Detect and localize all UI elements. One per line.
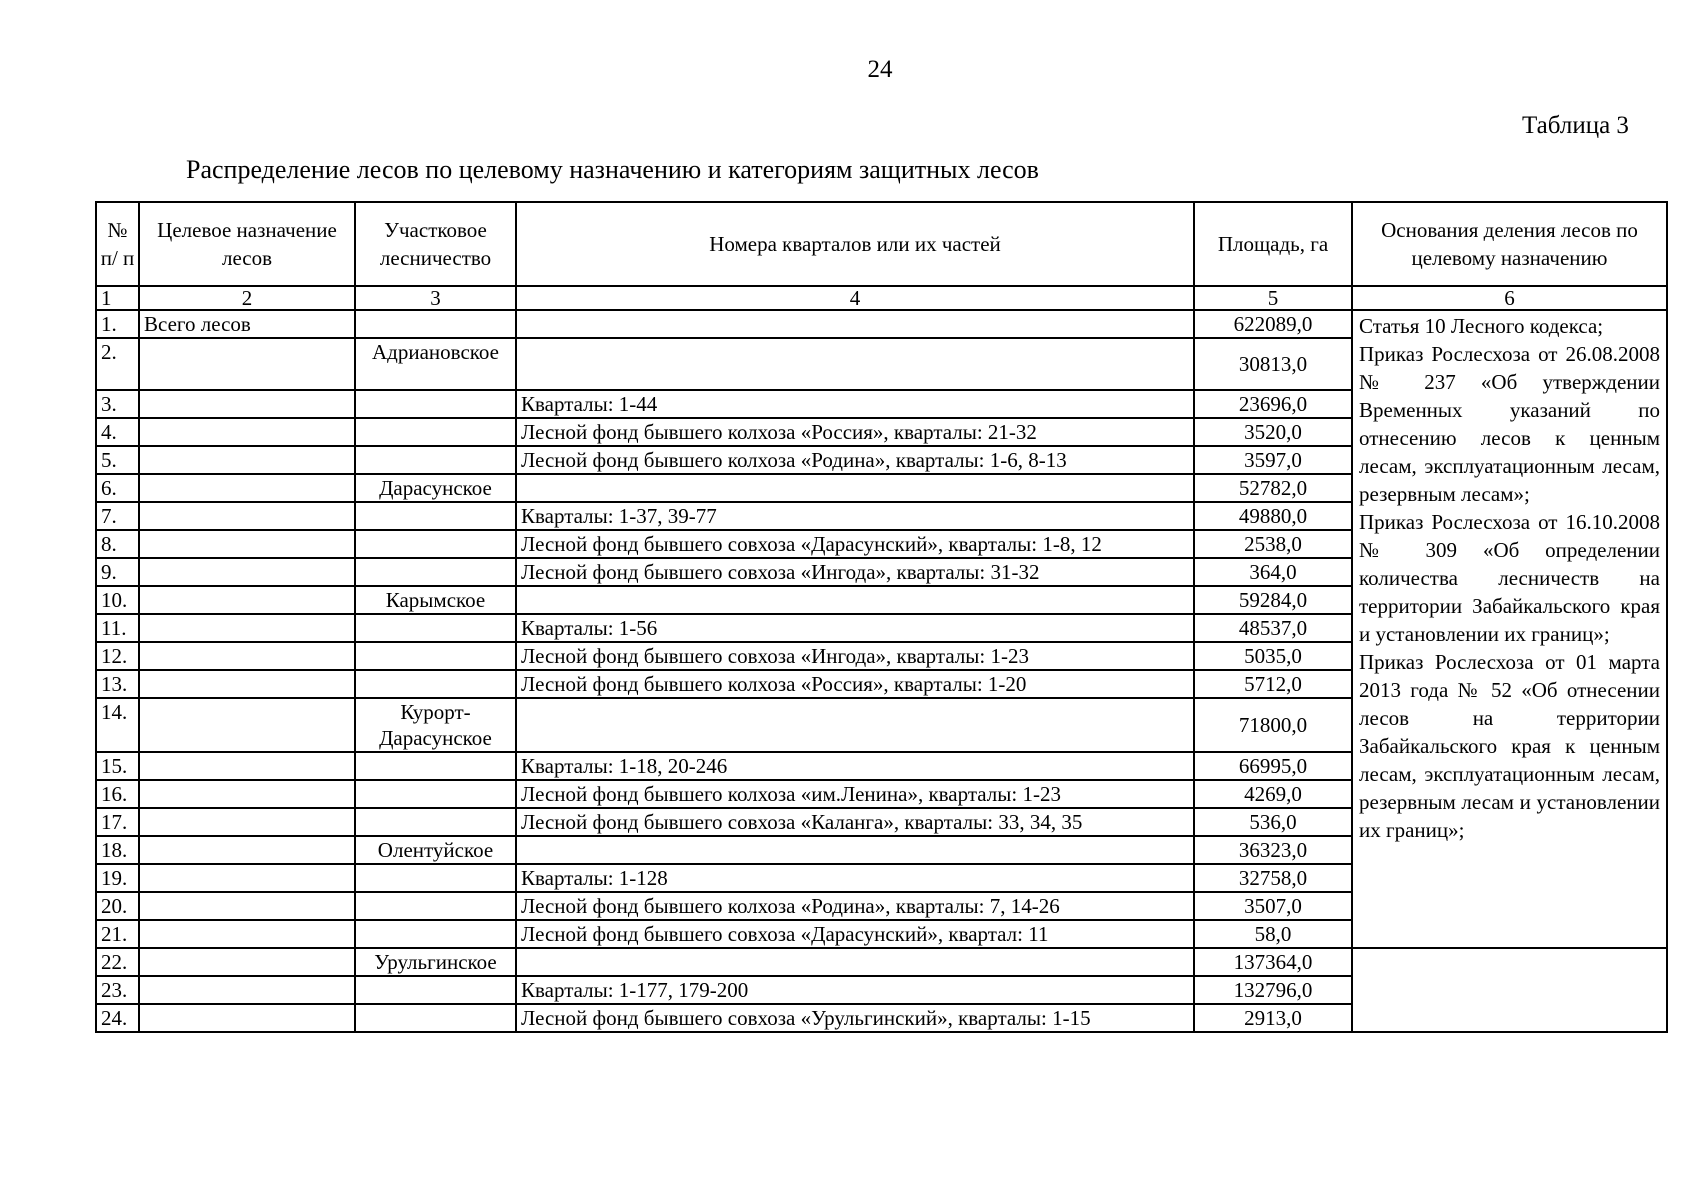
header-num: № п/ п <box>96 202 139 286</box>
branch-cell <box>355 502 516 530</box>
branch-cell <box>355 752 516 780</box>
branch-cell <box>355 642 516 670</box>
branch-cell <box>355 808 516 836</box>
row-number: 23. <box>96 976 139 1004</box>
quarters-cell: Лесной фонд бывшего совхоза «Дарасунский», квартал: 11 <box>516 920 1194 948</box>
row-number: 20. <box>96 892 139 920</box>
quarters-cell <box>516 310 1194 338</box>
purpose-cell <box>139 502 355 530</box>
branch-cell <box>355 780 516 808</box>
quarters-cell <box>516 836 1194 864</box>
branch-cell <box>355 892 516 920</box>
row-number: 10. <box>96 586 139 614</box>
area-cell: 5712,0 <box>1194 670 1352 698</box>
purpose-cell <box>139 892 355 920</box>
quarters-cell: Кварталы: 1-37, 39-77 <box>516 502 1194 530</box>
header-row <box>96 202 1667 286</box>
purpose-cell <box>139 670 355 698</box>
quarters-cell: Кварталы: 1-56 <box>516 614 1194 642</box>
purpose-cell <box>139 642 355 670</box>
row-number: 21. <box>96 920 139 948</box>
purpose-cell <box>139 752 355 780</box>
branch-cell <box>355 310 516 338</box>
area-cell: 23696,0 <box>1194 390 1352 418</box>
purpose-cell: Всего лесов <box>139 310 355 338</box>
purpose-cell <box>139 698 355 752</box>
branch-cell: Адриановское <box>355 338 516 390</box>
branch-cell <box>355 418 516 446</box>
table-label: Таблица 3 <box>1522 112 1629 139</box>
row-number: 3. <box>96 390 139 418</box>
purpose-cell <box>139 780 355 808</box>
row-number: 6. <box>96 474 139 502</box>
quarters-cell: Лесной фонд бывшего совхоза «Каланга», кварталы: 33, 34, 35 <box>516 808 1194 836</box>
purpose-cell <box>139 920 355 948</box>
basis-paragraph: Приказ Рослесхоза от 26.08.2008 № 237 «Об утверждении Временных указаний по отнесению лесов к ценным лесам, эксплуатационным лесам, резервным лесам»; <box>1359 342 1660 506</box>
area-cell: 32758,0 <box>1194 864 1352 892</box>
area-cell: 49880,0 <box>1194 502 1352 530</box>
row-number: 24. <box>96 1004 139 1032</box>
row-number: 5. <box>96 446 139 474</box>
purpose-cell <box>139 390 355 418</box>
area-cell: 3520,0 <box>1194 418 1352 446</box>
row-number: 12. <box>96 642 139 670</box>
header-branch: Участковое лесничество <box>355 202 516 286</box>
column-number: 3 <box>355 286 516 310</box>
quarters-cell: Лесной фонд бывшего совхоза «Дарасунский», кварталы: 1-8, 12 <box>516 530 1194 558</box>
column-number: 2 <box>139 286 355 310</box>
area-cell: 59284,0 <box>1194 586 1352 614</box>
quarters-cell: Лесной фонд бывшего совхоза «Ингода», кварталы: 1-23 <box>516 642 1194 670</box>
purpose-cell <box>139 474 355 502</box>
forest-distribution-table-wrapper <box>95 201 1668 1033</box>
column-number: 1 <box>96 286 139 310</box>
quarters-cell <box>516 338 1194 390</box>
quarters-cell: Лесной фонд бывшего совхоза «Урульгинский», кварталы: 1-15 <box>516 1004 1194 1032</box>
quarters-cell: Кварталы: 1-177, 179-200 <box>516 976 1194 1004</box>
purpose-cell <box>139 614 355 642</box>
basis-paragraph: Приказ Рослесхоза от 16.10.2008 № 309 «Об определении количества лесничеств на территории Забайкальского края и установлении их границ»; <box>1359 510 1660 646</box>
header-quarters: Номера кварталов или их частей <box>516 202 1194 286</box>
quarters-cell: Лесной фонд бывшего колхоза «Россия», кварталы: 1-20 <box>516 670 1194 698</box>
area-cell: 66995,0 <box>1194 752 1352 780</box>
column-number: 5 <box>1194 286 1352 310</box>
purpose-cell <box>139 558 355 586</box>
quarters-cell: Лесной фонд бывшего колхоза «Родина», кварталы: 7, 14-26 <box>516 892 1194 920</box>
column-numbers-row <box>96 286 1667 310</box>
quarters-cell: Лесной фонд бывшего совхоза «Ингода», кварталы: 31-32 <box>516 558 1194 586</box>
purpose-cell <box>139 418 355 446</box>
branch-cell <box>355 976 516 1004</box>
area-cell: 364,0 <box>1194 558 1352 586</box>
row-number: 7. <box>96 502 139 530</box>
purpose-cell <box>139 586 355 614</box>
branch-cell <box>355 670 516 698</box>
area-cell: 5035,0 <box>1194 642 1352 670</box>
branch-cell: Дарасунское <box>355 474 516 502</box>
purpose-cell <box>139 976 355 1004</box>
purpose-cell <box>139 948 355 976</box>
quarters-cell: Лесной фонд бывшего колхоза «Россия», кварталы: 21-32 <box>516 418 1194 446</box>
branch-cell <box>355 614 516 642</box>
purpose-cell <box>139 864 355 892</box>
row-number: 8. <box>96 530 139 558</box>
branch-cell: Олентуйское <box>355 836 516 864</box>
column-number: 4 <box>516 286 1194 310</box>
area-cell: 48537,0 <box>1194 614 1352 642</box>
quarters-cell: Лесной фонд бывшего колхоза «им.Ленина», кварталы: 1-23 <box>516 780 1194 808</box>
branch-cell: Карымское <box>355 586 516 614</box>
branch-cell <box>355 390 516 418</box>
table-body <box>96 310 1667 1032</box>
area-cell: 3507,0 <box>1194 892 1352 920</box>
row-number: 19. <box>96 864 139 892</box>
table-title: Распределение лесов по целевому назначению и категориям защитных лесов <box>186 155 1039 184</box>
area-cell: 622089,0 <box>1194 310 1352 338</box>
branch-cell: Курорт-Дарасунское <box>355 698 516 752</box>
branch-cell <box>355 1004 516 1032</box>
quarters-cell <box>516 474 1194 502</box>
area-cell: 137364,0 <box>1194 948 1352 976</box>
quarters-cell: Лесной фонд бывшего колхоза «Родина», кварталы: 1-6, 8-13 <box>516 446 1194 474</box>
quarters-cell <box>516 698 1194 752</box>
area-cell: 2538,0 <box>1194 530 1352 558</box>
area-cell: 536,0 <box>1194 808 1352 836</box>
row-number: 2. <box>96 338 139 390</box>
row-number: 16. <box>96 780 139 808</box>
forest-distribution-table <box>95 201 1668 1033</box>
purpose-cell <box>139 530 355 558</box>
row-number: 1. <box>96 310 139 338</box>
area-cell: 58,0 <box>1194 920 1352 948</box>
header-basis: Основания деления лесов по целевому назначению <box>1352 202 1667 286</box>
row-number: 17. <box>96 808 139 836</box>
quarters-cell <box>516 948 1194 976</box>
purpose-cell <box>139 808 355 836</box>
row-number: 18. <box>96 836 139 864</box>
row-number: 22. <box>96 948 139 976</box>
header-purpose: Целевое назначение лесов <box>139 202 355 286</box>
basis-paragraph: Приказ Рослесхоза от 01 марта 2013 года № 52 «Об отнесении лесов на территории Забайкальского края к ценным лесам, эксплуатационным лесам, резервным лесам и установлении их границ»; <box>1359 650 1660 842</box>
basis-empty-cell <box>1352 948 1667 1032</box>
quarters-cell: Кварталы: 1-128 <box>516 864 1194 892</box>
area-cell: 71800,0 <box>1194 698 1352 752</box>
page-number: 24 <box>867 56 893 83</box>
purpose-cell <box>139 1004 355 1032</box>
basis-paragraph: Статья 10 Лесного кодекса; <box>1359 314 1604 338</box>
branch-cell <box>355 920 516 948</box>
column-number: 6 <box>1352 286 1667 310</box>
row-number: 11. <box>96 614 139 642</box>
quarters-cell: Кварталы: 1-44 <box>516 390 1194 418</box>
area-cell: 4269,0 <box>1194 780 1352 808</box>
purpose-cell <box>139 446 355 474</box>
quarters-cell: Кварталы: 1-18, 20-246 <box>516 752 1194 780</box>
row-number: 9. <box>96 558 139 586</box>
table-row <box>96 948 1667 976</box>
area-cell: 2913,0 <box>1194 1004 1352 1032</box>
area-cell: 132796,0 <box>1194 976 1352 1004</box>
header-area: Площадь, га <box>1194 202 1352 286</box>
purpose-cell <box>139 338 355 390</box>
row-number: 15. <box>96 752 139 780</box>
purpose-cell <box>139 836 355 864</box>
branch-cell <box>355 864 516 892</box>
branch-cell <box>355 530 516 558</box>
table-row <box>96 310 1667 338</box>
area-cell: 52782,0 <box>1194 474 1352 502</box>
area-cell: 36323,0 <box>1194 836 1352 864</box>
branch-cell <box>355 446 516 474</box>
branch-cell <box>355 558 516 586</box>
row-number: 14. <box>96 698 139 752</box>
row-number: 13. <box>96 670 139 698</box>
area-cell: 3597,0 <box>1194 446 1352 474</box>
quarters-cell <box>516 586 1194 614</box>
basis-cell <box>1352 310 1667 948</box>
branch-cell: Урульгинское <box>355 948 516 976</box>
row-number: 4. <box>96 418 139 446</box>
area-cell: 30813,0 <box>1194 338 1352 390</box>
